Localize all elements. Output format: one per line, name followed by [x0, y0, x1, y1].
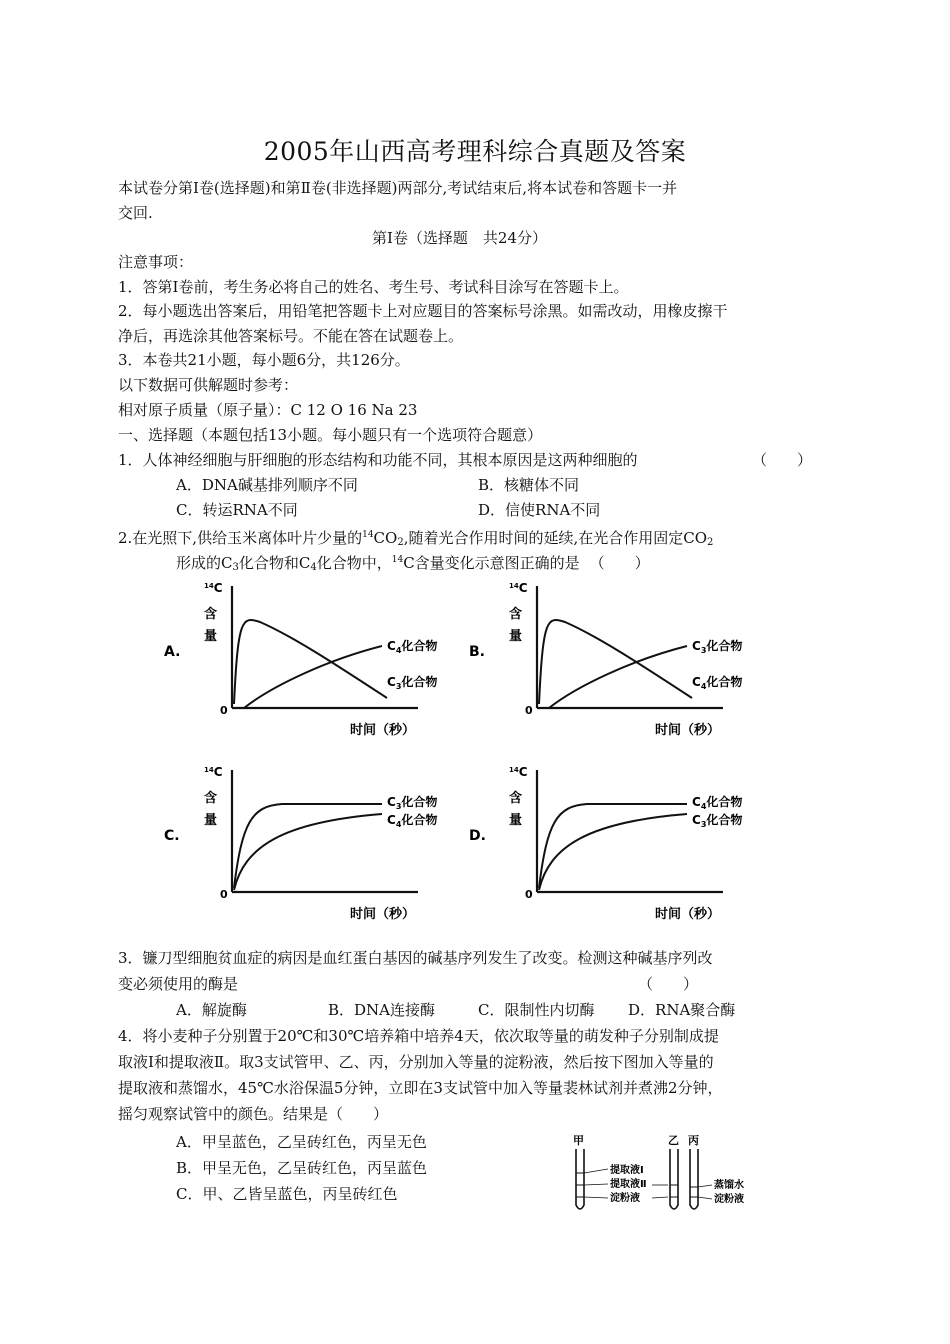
q2-stem-line1 [118, 525, 713, 553]
q4-stem-line2: 取液Ⅰ和提取液Ⅱ。取3支试管甲、乙、丙，分别加入等量的淀粉液，然后按下图加入等量的 [118, 1053, 714, 1071]
q1-option-c: C．转运RNA不同 [176, 501, 298, 519]
series-label: $C_4$化合物 [387, 813, 438, 829]
superscript: 14 [362, 530, 374, 540]
label-extract-1: 提取液Ⅰ [610, 1165, 644, 1176]
y-axis-label-char: 含 [204, 607, 218, 622]
q3-stem-line1: 3．镰刀型细胞贫血症的病因是血红蛋白基因的碱基序列发生了改变。检测这种碱基序列改 [118, 949, 713, 967]
subscript: 3 [232, 562, 239, 573]
note-3: 3．本卷共21小题，每小题6分，共126分。 [118, 351, 410, 369]
origin-label: 0 [220, 888, 228, 901]
q4-option-b: B．甲呈无色，乙呈砖红色，丙呈蓝色 [176, 1159, 428, 1177]
tube-label-yi: 乙 [668, 1135, 679, 1147]
intro-line-1: 本试卷分第Ⅰ卷(选择题)和第Ⅱ卷(非选择题)两部分,考试结束后,将本试卷和答题卡一并 [118, 179, 678, 197]
label-starch-right: 淀粉液 [714, 1194, 744, 1205]
label-starch-left: 淀粉液 [610, 1193, 640, 1204]
origin-label: 0 [525, 704, 533, 717]
y-axis-label-char: 量 [509, 629, 523, 644]
y-axis-label: $^{14}$C [204, 765, 223, 779]
q1-option-a: A．DNA碱基排列顺序不同 [176, 476, 358, 494]
series-line [244, 646, 382, 708]
y-axis-label-char: 含 [509, 607, 523, 622]
label-distilled-water: 蒸馏水 [714, 1180, 744, 1191]
chart-a [158, 578, 458, 760]
q3-option-c: C．限制性内切酶 [478, 1001, 595, 1019]
series-label: $C_3$化合物 [387, 675, 438, 691]
q4-stem-line4: 摇匀观察试管中的颜色。结果是（ ） [118, 1105, 389, 1123]
q2-text: 形成的C [176, 554, 233, 572]
chart-c [158, 762, 458, 944]
x-axis-label: 时间（秒） [350, 723, 416, 738]
y-axis-label-char: 含 [509, 791, 523, 806]
x-axis-label: 时间（秒） [655, 723, 721, 738]
section-heading: 第Ⅰ卷（选择题 共24分） [372, 229, 548, 247]
superscript: 14 [391, 555, 404, 565]
chart-option-label: C. [164, 828, 180, 844]
series-label: $C_4$化合物 [692, 675, 743, 691]
intro-line-2: 交回. [118, 204, 153, 222]
q2-text: ,随着光合作用时间的延续,在光合作用固定CO [403, 529, 708, 547]
tube-bing [690, 1149, 698, 1209]
note-2-cont: 净后，再选涂其他答案标号。不能在答在试题卷上。 [118, 327, 464, 345]
series-line [234, 620, 387, 704]
label-extract-2: 提取液Ⅱ [610, 1179, 647, 1190]
chart-b [463, 578, 763, 760]
note-1: 1．答第Ⅰ卷前，考生务必将自己的姓名、考生号、考试科目涂写在答题卡上。 [118, 278, 629, 296]
origin-label: 0 [525, 888, 533, 901]
q1-option-b: B．核糖体不同 [478, 476, 580, 494]
series-line [539, 814, 687, 890]
chart-option-label: B. [469, 644, 485, 660]
q4-option-a: A．甲呈蓝色，乙呈砖红色，丙呈无色 [176, 1133, 427, 1151]
q3-bracket: （ ） [638, 975, 699, 993]
q2-stem-line2 [176, 550, 650, 578]
series-line [234, 814, 382, 890]
y-axis-label-char: 量 [204, 813, 218, 828]
q2-text: 2.在光照下,供给玉米离体叶片少量的 [118, 529, 363, 547]
note-2: 2．每小题选出答案后，用铅笔把答题卡上对应题目的答案标号涂黑。如需改动，用橡皮擦干 [118, 302, 728, 320]
test-tube-figure [570, 1135, 770, 1219]
q3-stem-line2: 变必须使用的酶是 [118, 975, 239, 993]
series-line [539, 620, 692, 704]
tube-label-jia: 甲 [573, 1135, 584, 1147]
q3-option-a: A．解旋酶 [176, 1001, 247, 1019]
q2-text: 化合物和C [238, 554, 311, 572]
q2-text: CO [373, 529, 398, 547]
q1-option-d: D．信使RNA不同 [478, 501, 601, 519]
atomic-mass: 相对原子质量（原子量）：C 12 O 16 Na 23 [118, 401, 418, 419]
series-line [549, 646, 687, 708]
subscript: 2 [397, 537, 404, 548]
origin-label: 0 [220, 704, 228, 717]
chart-d [463, 762, 763, 944]
notes-heading: 注意事项： [118, 253, 194, 271]
subscript: 4 [310, 562, 317, 573]
x-axis-label: 时间（秒） [655, 907, 721, 922]
series-label: $C_3$化合物 [692, 813, 743, 829]
q2-text: C含量变化示意图正确的是 [403, 554, 580, 572]
q4-stem-line3: 提取液和蒸馏水，45℃水浴保温5分钟，立即在3支试管中加入等量裴林试剂并煮沸2分钟， [118, 1079, 723, 1097]
series-label: $C_3$化合物 [387, 795, 438, 811]
series-label: $C_4$化合物 [692, 795, 743, 811]
q4-stem-line1: 4．将小麦种子分别置于20℃和30℃培养箱中培养4天，依次取等量的萌发种子分别制成提 [118, 1027, 719, 1045]
y-axis-label: $^{14}$C [509, 765, 528, 779]
q4-option-c: C．甲、乙皆呈蓝色，丙呈砖红色 [176, 1185, 398, 1203]
data-note: 以下数据可供解题时参考： [118, 376, 299, 394]
q3-option-d: D．RNA聚合酶 [628, 1001, 736, 1019]
y-axis-label-char: 量 [509, 813, 523, 828]
chart-option-label: D. [469, 828, 486, 844]
y-axis-label-char: 含 [204, 791, 218, 806]
q1-bracket: （ ） [752, 451, 813, 469]
q2-text: 化合物中， [316, 554, 392, 572]
q1-stem: 1．人体神经细胞与肝细胞的形态结构和功能不同，其根本原因是这两种细胞的 [118, 451, 638, 469]
part-heading: 一、选择题（本题包括13小题。每小题只有一个选项符合题意） [118, 426, 543, 444]
chart-option-label: A. [164, 644, 181, 660]
y-axis-label-char: 量 [204, 629, 218, 644]
q2-bracket: （ ） [589, 554, 650, 572]
q3-option-b: B．DNA连接酶 [328, 1001, 436, 1019]
page-title: 2005年山西高考理科综合真题及答案 [263, 137, 687, 166]
x-axis-label: 时间（秒） [350, 907, 416, 922]
y-axis-label: $^{14}$C [204, 581, 223, 595]
series-label: $C_3$化合物 [692, 639, 743, 655]
tube-label-bing: 丙 [688, 1135, 699, 1147]
tube-yi [670, 1149, 678, 1209]
tube-jia [576, 1149, 584, 1209]
y-axis-label: $^{14}$C [509, 581, 528, 595]
series-label: $C_4$化合物 [387, 639, 438, 655]
subscript: 2 [707, 537, 714, 548]
